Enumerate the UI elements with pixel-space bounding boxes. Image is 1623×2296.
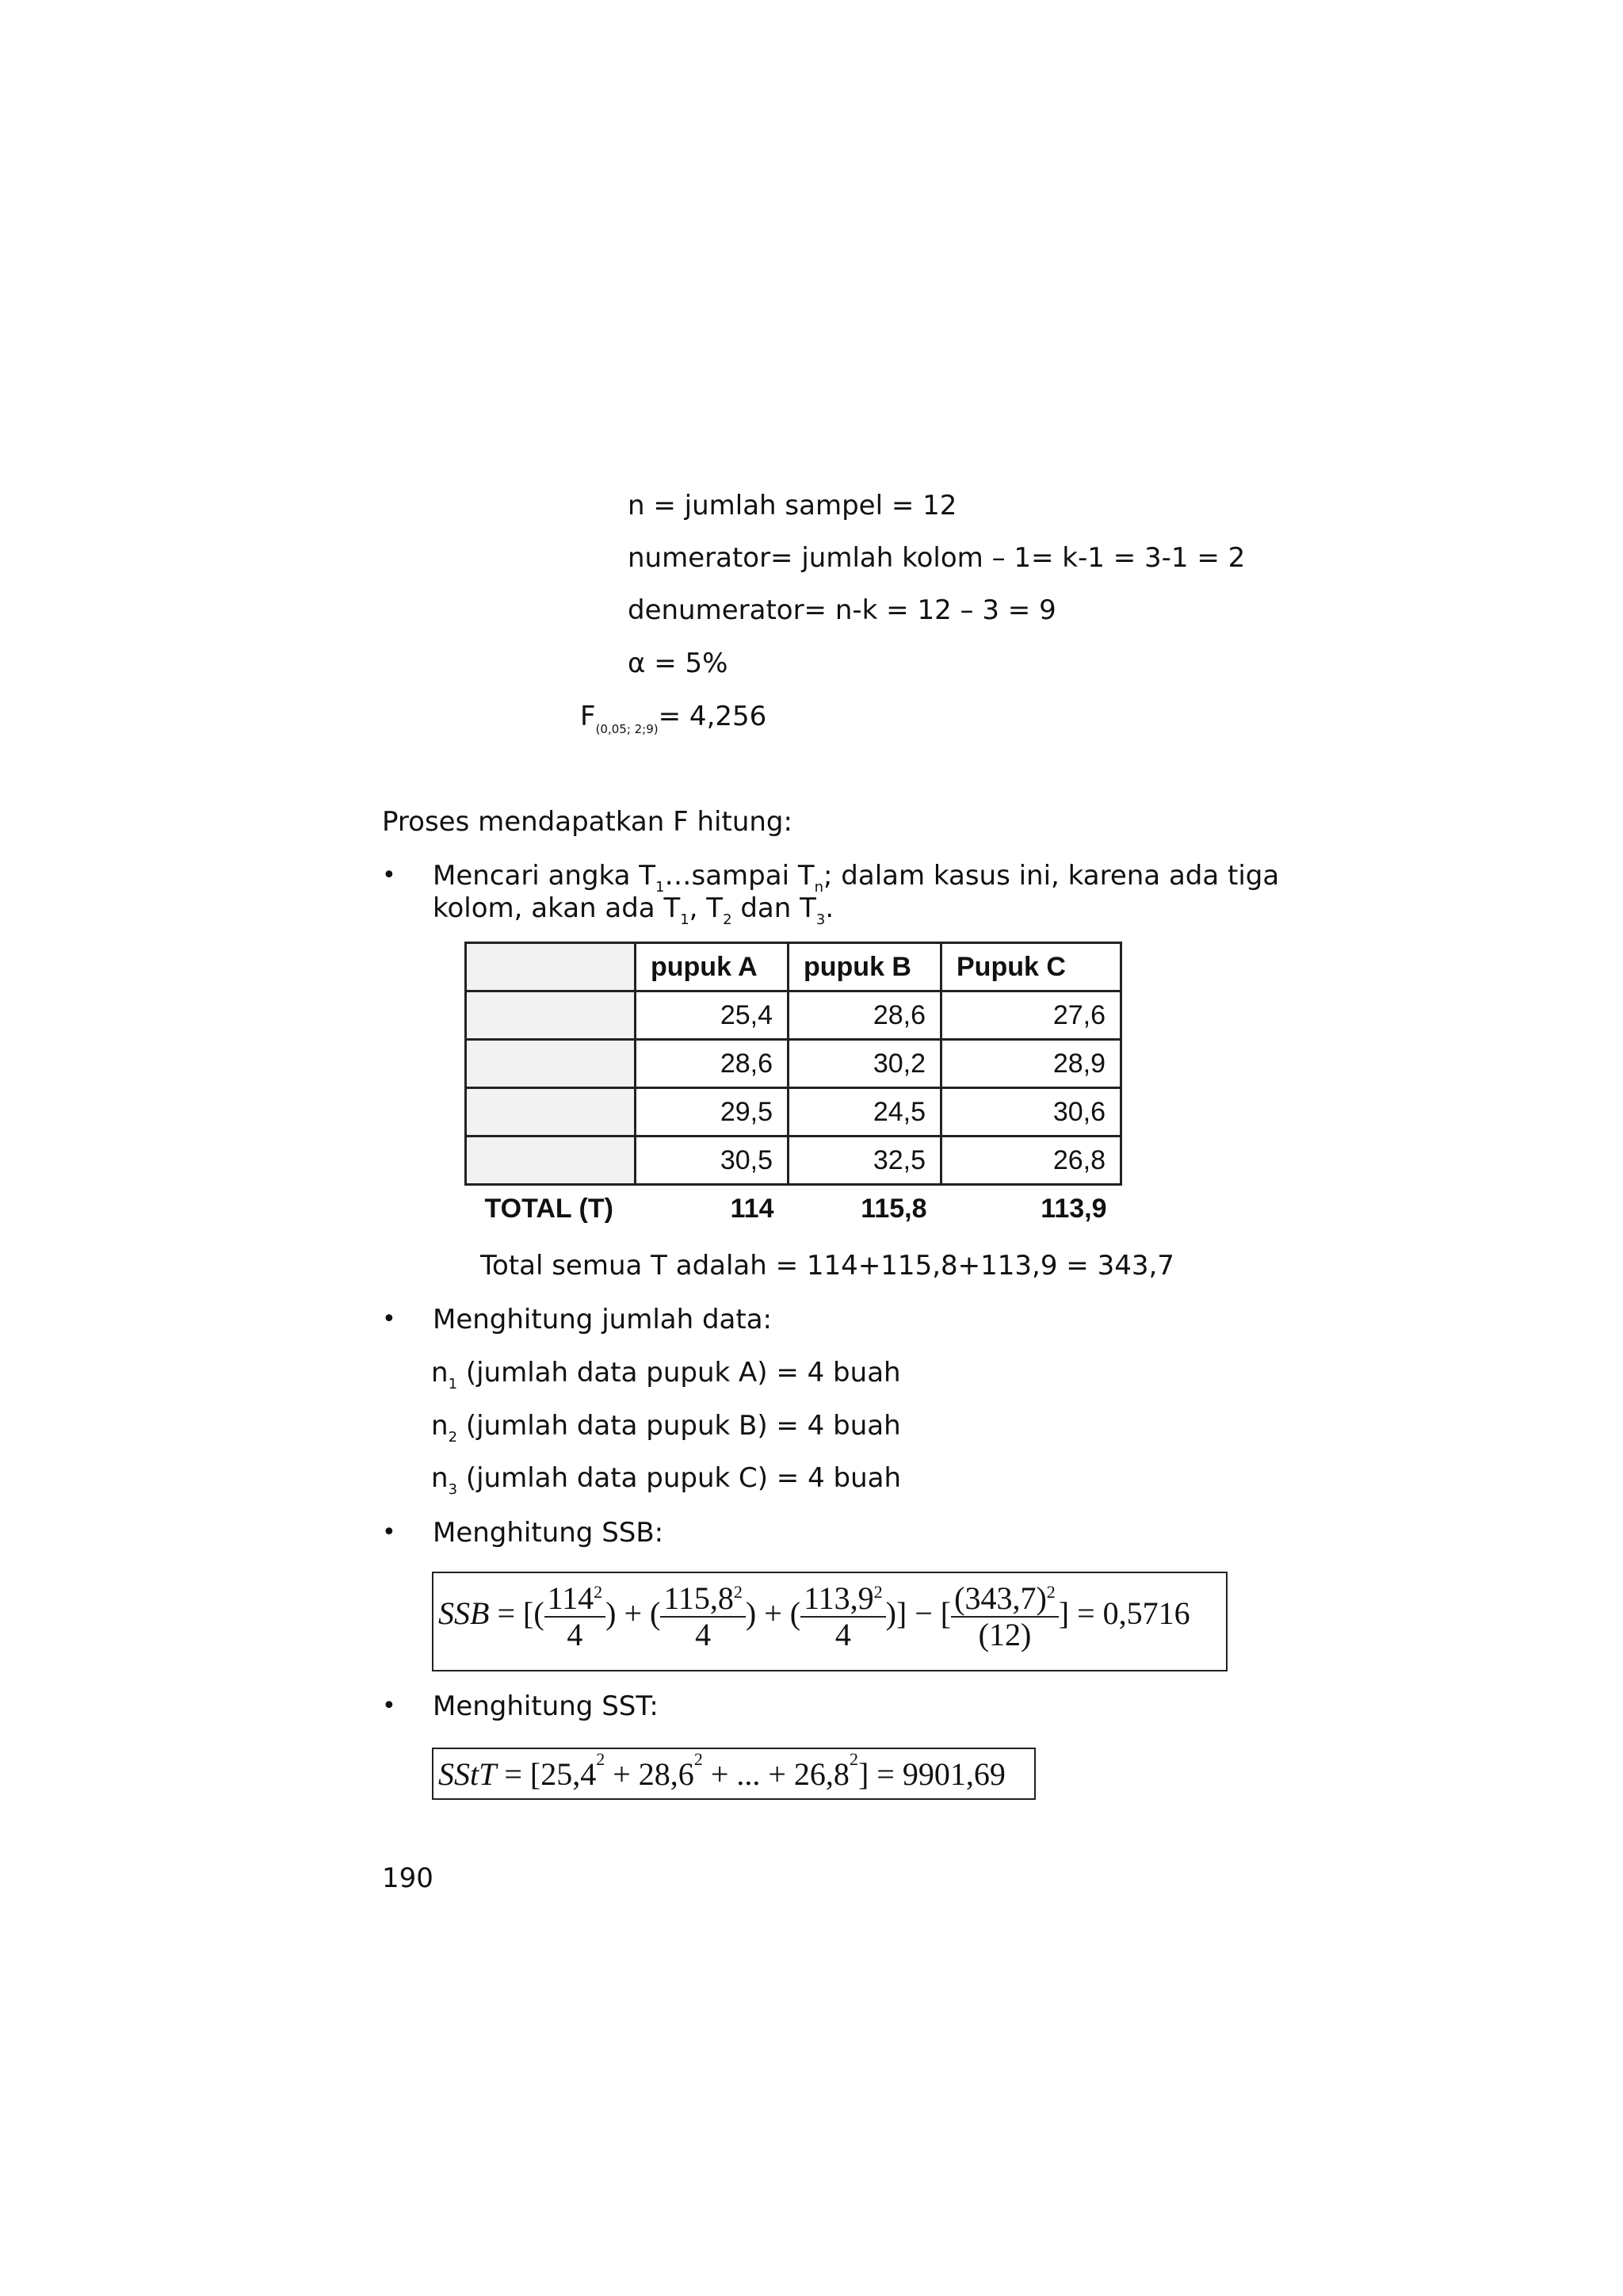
table-cell-blank <box>466 1088 636 1137</box>
table-header-blank <box>466 943 636 991</box>
sst-term-1: = [25,4 <box>496 1756 597 1792</box>
table-row <box>466 991 1121 1040</box>
subscript: 1 <box>655 879 665 896</box>
total-all-line: Total semua T adalah = 114+115,8+113,9 = 343,7 <box>480 1250 1174 1282</box>
ssb-plus-2: ) + ( <box>745 1595 801 1632</box>
subscript: n <box>814 879 824 896</box>
fraction-numerator <box>660 1581 746 1618</box>
f-symbol: F <box>580 701 596 732</box>
param-numerator: numerator= jumlah kolom – 1= k-1 = 3-1 = 2 <box>628 542 1246 574</box>
exponent: 2 <box>594 1582 603 1602</box>
bullet-1-line1 <box>433 860 1279 896</box>
table-cell: 30,2 <box>789 1040 941 1088</box>
exponent: 2 <box>873 1582 883 1602</box>
ssb-lhs: SSB <box>438 1595 490 1632</box>
bullet-1-symbol: • <box>382 861 396 889</box>
ssb-formula-box <box>432 1572 1228 1671</box>
ssb-fraction-3 <box>800 1581 886 1652</box>
param-n: n = jumlah sampel = 12 <box>628 490 957 521</box>
table-cell: 28,6 <box>789 991 941 1040</box>
text-segment: dan T <box>731 892 816 924</box>
text-segment: . <box>825 892 834 924</box>
process-heading: Proses mendapatkan F hitung: <box>382 806 792 838</box>
subscript: 3 <box>815 911 826 928</box>
table-total-c: 113,9 <box>1041 1193 1107 1224</box>
table-cell: 25,4 <box>636 991 789 1040</box>
table-row <box>466 1137 1121 1185</box>
text-segment: n <box>431 1357 449 1389</box>
f-subscript: (0,05; 2;9) <box>595 722 659 736</box>
table-cell: 30,6 <box>941 1088 1121 1137</box>
subscript: 1 <box>680 911 689 928</box>
sst-result: ] = 9901,69 <box>857 1756 1006 1792</box>
subscript: 1 <box>448 1376 458 1392</box>
bullet-1-line2 <box>433 892 834 929</box>
text-segment: ; dalam kasus ini, karena ada tiga <box>823 860 1280 892</box>
text-segment: (jumlah data pupuk B) = 4 buah <box>457 1410 901 1442</box>
param-f-table <box>580 701 766 737</box>
ssb-fraction-1 <box>544 1581 606 1652</box>
param-alpha: α = 5% <box>628 648 728 679</box>
count-item-3 <box>431 1462 901 1499</box>
bullet-3-symbol: • <box>382 1519 396 1546</box>
table-cell: 28,6 <box>636 1040 789 1088</box>
bullet-4-symbol: • <box>382 1692 396 1720</box>
table-cell: 29,5 <box>636 1088 789 1137</box>
table-cell: 27,6 <box>941 991 1121 1040</box>
table-total-b: 115,8 <box>861 1193 927 1224</box>
count-item-1 <box>431 1357 901 1393</box>
count-item-2 <box>431 1410 901 1446</box>
table-cell: 32,5 <box>789 1137 941 1185</box>
bullet-4-title: Menghitung SST: <box>433 1690 659 1722</box>
fraction-denominator: 4 <box>567 1617 583 1652</box>
text-segment: (jumlah data pupuk C) = 4 buah <box>457 1462 902 1494</box>
text-segment: kolom, akan ada T <box>433 892 681 924</box>
fraction-denominator: 4 <box>834 1617 851 1652</box>
text-segment: n <box>431 1410 449 1442</box>
text-segment: …sampai T <box>664 860 815 892</box>
sst-lhs: SStT <box>438 1756 497 1792</box>
exponent: 2 <box>1046 1582 1056 1602</box>
subscript: 2 <box>448 1429 458 1446</box>
numerator-value: 114 <box>547 1580 594 1616</box>
ssb-fraction-4 <box>951 1581 1059 1652</box>
f-value: = 4,256 <box>658 701 767 732</box>
sst-term-3: + ... + 26,8 <box>702 1756 850 1792</box>
ssb-fraction-2 <box>660 1581 746 1652</box>
table-cell-blank <box>466 1040 636 1088</box>
text-segment: Mencari angka T <box>433 860 656 892</box>
ssb-close-minus: )] − [ <box>885 1595 952 1632</box>
table-header-pupuk-a: pupuk A <box>636 943 789 991</box>
page-number: 190 <box>382 1862 433 1894</box>
text-segment: n <box>431 1462 449 1494</box>
table-cell: 28,9 <box>941 1040 1121 1088</box>
table-cell-blank <box>466 991 636 1040</box>
fraction-numerator <box>800 1581 886 1618</box>
sst-formula <box>438 1749 1006 1793</box>
table-row <box>466 1088 1121 1137</box>
bullet-2-title: Menghitung jumlah data: <box>433 1304 772 1335</box>
param-denumerator: denumerator= n-k = 12 – 3 = 9 <box>628 594 1056 626</box>
subscript: 2 <box>723 911 732 928</box>
fraction-numerator <box>951 1581 1059 1618</box>
exponent: 2 <box>596 1749 605 1769</box>
fraction-numerator <box>544 1581 606 1618</box>
exponent: 2 <box>849 1749 858 1769</box>
bullet-2-symbol: • <box>382 1305 396 1333</box>
bullet-3-title: Menghitung SSB: <box>433 1517 664 1549</box>
table-total-a: 114 <box>730 1193 774 1224</box>
numerator-value: 113,9 <box>804 1580 874 1616</box>
text-segment: , T <box>689 892 724 924</box>
fraction-denominator: (12) <box>978 1617 1032 1652</box>
sst-term-2: + 28,6 <box>605 1756 694 1792</box>
ssb-eq: = [( <box>489 1595 544 1632</box>
ssb-formula <box>438 1581 1190 1652</box>
table-header-pupuk-b: pupuk B <box>789 943 941 991</box>
table-header-row <box>466 943 1121 991</box>
exponent: 2 <box>693 1749 703 1769</box>
table-row <box>466 1040 1121 1088</box>
table-cell: 26,8 <box>941 1137 1121 1185</box>
numerator-value: (343,7) <box>954 1580 1047 1616</box>
fertilizer-table <box>464 942 1122 1232</box>
exponent: 2 <box>733 1582 743 1602</box>
table-total-row <box>466 1185 1121 1232</box>
ssb-result: ] = 0,5716 <box>1058 1595 1190 1632</box>
text-segment: (jumlah data pupuk A) = 4 buah <box>457 1357 901 1389</box>
numerator-value: 115,8 <box>663 1580 734 1616</box>
table-total-label: TOTAL (T) <box>484 1193 613 1224</box>
table-header-pupuk-c: Pupuk C <box>941 943 1121 991</box>
sst-formula-box <box>432 1748 1036 1800</box>
fraction-denominator: 4 <box>695 1617 712 1652</box>
ssb-plus-1: ) + ( <box>605 1595 661 1632</box>
subscript: 3 <box>448 1481 458 1498</box>
table-cell-blank <box>466 1137 636 1185</box>
table-cell: 24,5 <box>789 1088 941 1137</box>
table-cell: 30,5 <box>636 1137 789 1185</box>
